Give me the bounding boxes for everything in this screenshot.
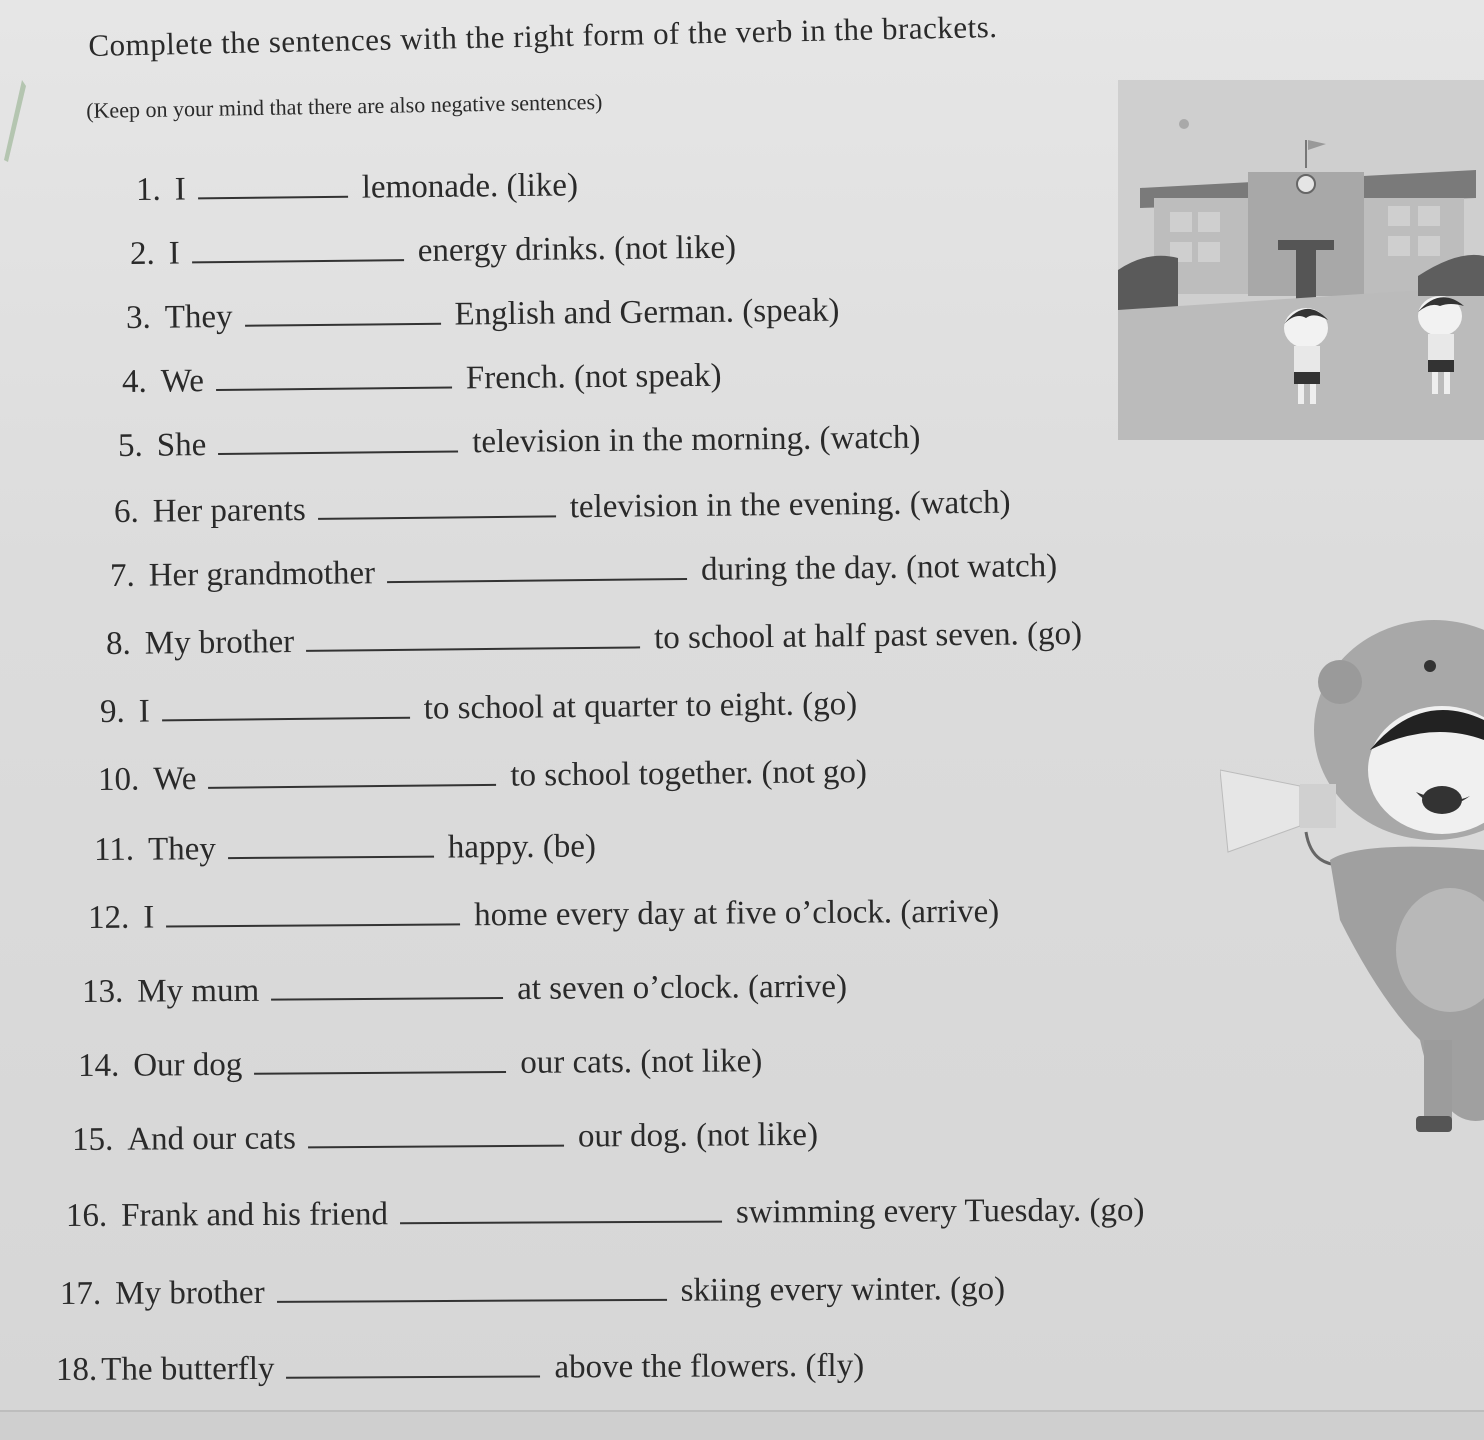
exercise-item bbox=[78, 1043, 763, 1085]
pencil-mark-icon bbox=[0, 80, 26, 170]
exercise-subject: She bbox=[156, 427, 207, 464]
answer-blank[interactable] bbox=[271, 995, 503, 1001]
exercise-number: 8. bbox=[105, 625, 131, 662]
exercise-number: 15. bbox=[71, 1121, 114, 1158]
exercise-item bbox=[56, 1348, 864, 1389]
exercise-number: 2. bbox=[129, 235, 155, 272]
answer-blank[interactable] bbox=[216, 385, 452, 391]
exercise-item bbox=[72, 1117, 818, 1159]
exercise-number: 5. bbox=[117, 427, 143, 464]
answer-blank[interactable] bbox=[166, 921, 460, 927]
answer-blank[interactable] bbox=[387, 576, 687, 583]
exercise-prompt: swimming every Tuesday. (go) bbox=[735, 1192, 1145, 1231]
answer-blank[interactable] bbox=[254, 1069, 506, 1075]
page-bottom-edge bbox=[0, 1410, 1484, 1440]
exercise-prompt: to school together. (not go) bbox=[510, 753, 868, 794]
answer-blank[interactable] bbox=[218, 448, 458, 455]
answer-blank[interactable] bbox=[286, 1373, 540, 1378]
exercise-number: 18. bbox=[55, 1351, 98, 1388]
exercise-subject: They bbox=[147, 831, 216, 868]
exercise-subject: I bbox=[174, 171, 186, 208]
exercise-subject: My brother bbox=[115, 1274, 265, 1312]
exercise-prompt: our dog. (not like) bbox=[577, 1116, 819, 1155]
answer-blank[interactable] bbox=[400, 1219, 722, 1225]
exercise-prompt: above the flowers. (fly) bbox=[554, 1347, 865, 1386]
worksheet-subtitle: (Keep on your mind that there are also negative sentences) bbox=[86, 88, 603, 123]
bear-costume-child-illustration bbox=[1220, 620, 1484, 1140]
exercise-number: 10. bbox=[97, 761, 140, 798]
exercise-prompt: home every day at five o’clock. (arrive) bbox=[474, 893, 1000, 934]
exercise-item bbox=[94, 828, 596, 869]
exercise-subject: My brother bbox=[144, 624, 295, 662]
exercise-item bbox=[126, 293, 840, 337]
exercise-number: 6. bbox=[113, 493, 139, 530]
answer-blank[interactable] bbox=[162, 715, 410, 722]
exercise-subject: We bbox=[160, 363, 205, 400]
answer-blank[interactable] bbox=[308, 1143, 564, 1149]
exercise-prompt: happy. (be) bbox=[447, 828, 597, 866]
exercise-prompt: English and German. (speak) bbox=[454, 292, 840, 333]
exercise-item bbox=[130, 230, 736, 273]
exercise-prompt: French. (not speak) bbox=[465, 357, 722, 397]
exercise-number: 4. bbox=[121, 363, 147, 400]
worksheet-title: Complete the sentences with the right form of the verb in the brackets. bbox=[88, 8, 998, 63]
exercise-item bbox=[122, 358, 722, 401]
exercise-number: 7. bbox=[109, 557, 135, 594]
answer-blank[interactable] bbox=[208, 782, 496, 789]
exercise-subject: The butterfly bbox=[101, 1350, 275, 1388]
exercise-number: 1. bbox=[135, 171, 161, 208]
exercise-number: 11. bbox=[93, 831, 135, 868]
answer-blank[interactable] bbox=[245, 321, 441, 327]
exercise-number: 17. bbox=[59, 1275, 102, 1312]
answer-blank[interactable] bbox=[198, 194, 348, 200]
answer-blank[interactable] bbox=[192, 257, 404, 263]
exercise-subject: Frank and his friend bbox=[121, 1196, 389, 1234]
exercise-prompt: to school at quarter to eight. (go) bbox=[423, 686, 858, 727]
exercise-subject: I bbox=[143, 899, 155, 936]
exercise-subject: Her parents bbox=[152, 491, 306, 530]
exercise-prompt: our cats. (not like) bbox=[520, 1043, 763, 1081]
exercise-prompt: during the day. (not watch) bbox=[700, 548, 1058, 588]
exercise-subject: They bbox=[164, 298, 233, 336]
answer-blank[interactable] bbox=[277, 1297, 667, 1303]
exercise-prompt: skiing every winter. (go) bbox=[680, 1271, 1006, 1309]
exercise-subject: I bbox=[168, 235, 180, 272]
exercise-item bbox=[60, 1271, 1005, 1313]
exercise-prompt: at seven o’clock. (arrive) bbox=[517, 968, 848, 1007]
exercise-prompt: television in the morning. (watch) bbox=[472, 419, 921, 461]
answer-blank[interactable] bbox=[306, 644, 640, 651]
exercise-number: 14. bbox=[77, 1047, 120, 1084]
answer-blank[interactable] bbox=[228, 854, 434, 859]
exercise-subject: Our dog bbox=[133, 1046, 243, 1084]
exercise-number: 16. bbox=[65, 1197, 108, 1234]
exercise-subject: And our cats bbox=[127, 1120, 297, 1158]
exercise-item bbox=[88, 894, 999, 937]
exercise-prompt: to school at half past seven. (go) bbox=[653, 615, 1083, 657]
answer-blank[interactable] bbox=[318, 513, 556, 519]
exercise-number: 9. bbox=[99, 693, 125, 730]
exercise-item bbox=[66, 1192, 1145, 1235]
exercise-subject: I bbox=[138, 693, 150, 730]
exercise-subject: Her grandmother bbox=[148, 555, 376, 594]
exercise-item bbox=[136, 167, 578, 209]
exercise-number: 13. bbox=[81, 973, 124, 1010]
exercise-item bbox=[82, 969, 847, 1011]
exercise-prompt: energy drinks. (not like) bbox=[417, 229, 737, 269]
exercise-number: 3. bbox=[125, 299, 151, 336]
exercise-number: 12. bbox=[87, 899, 130, 936]
exercise-item bbox=[100, 686, 858, 731]
exercise-subject: We bbox=[153, 760, 197, 798]
school-illustration bbox=[1118, 80, 1484, 440]
exercise-subject: My mum bbox=[137, 972, 260, 1010]
exercise-prompt: television in the evening. (watch) bbox=[569, 484, 1011, 526]
exercise-prompt: lemonade. (like) bbox=[361, 167, 579, 206]
